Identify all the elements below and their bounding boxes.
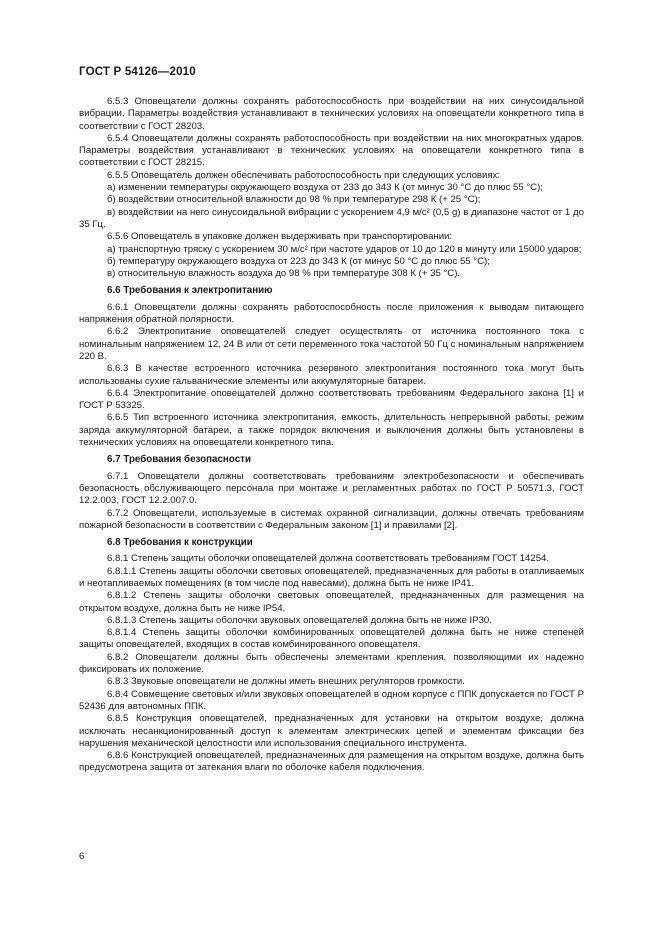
page-number: 6 xyxy=(79,851,85,862)
paragraph: б) температуру окружающего воздуха от 223 до 343 К (от минус 50 °С до плюс 55 °С); xyxy=(107,255,490,267)
paragraph: 6.6.2 Электропитание оповещателей следует осуществлять от источника постоянного тока с номинальным напряжением 12, 24 В или от сети переменного тока частотой 50 Гц с номинальным напряжением 220 В. xyxy=(79,326,584,362)
paragraph: 6.6.3 В качестве встроенного источника резервного электропитания постоянного тока могут быть использованы сухие гальванические элементы или аккумуляторные батареи. xyxy=(79,363,584,387)
paragraph: 6.8.3 Звуковые оповещатели не должны иметь внешних регуляторов громкости. xyxy=(107,676,465,688)
section-heading: 6.8 Требования к конструкции xyxy=(107,537,253,549)
paragraph: 6.8.1.4 Степень защиты оболочки комбинированных оповещателей должна быть не ниже степеней защиты оповещателей, входящих в состав комбинированного оповещателя. xyxy=(79,627,584,651)
paragraph: 6.8.2 Оповещатели должны быть обеспечены элементами крепления, позволяющими их надежно фиксировать их положение. xyxy=(79,651,584,676)
paragraph: 6.8.5 Конструкция оповещателей, предназначенных для установки на открытом воздухе, должна исключать несанкционированный доступ к элементам электрических цепей и элементам фиксации без нарушения механической целостности или использования специального инструмента. xyxy=(79,713,584,749)
paragraph: 6.8.4 Совмещение световых и/или звуковых оповещателей в одном корпусе с ППК допускается по ГОСТ Р 52436 для автономных ППК. xyxy=(79,688,584,712)
paragraph: 6.5.5 Оповещатель должен обеспечивать работоспособность при следующих условиях: xyxy=(107,169,501,181)
paragraph: 6.5.4 Оповещатели должны сохранять работоспособность при воздействии на них многократных ударов. Параметры воздействия устанавливают в технических условиях на оповещатели конкретного типа в соответствии с ГОСТ 28215. xyxy=(79,132,584,169)
paragraph: а) транспортную тряску с ускорением 30 м/с² при частоте ударов от 10 до 120 в минуту или 15000 ударов; xyxy=(107,243,582,255)
paragraph: 6.8.1.2 Степень защиты оболочки световых оповещателей, предназначенных для размещения на открытом воздухе, должна быть не ниже IP54. xyxy=(79,590,584,614)
paragraph: 6.7.2 Оповещатели, используемые в системах охранной сигнализации, должны отвечать требованиям пожарной безопасности в соответствии с Федеральным законом [1] и правилами [2]. xyxy=(79,507,584,531)
paragraph: а) изменении температуры окружающего воздуха от 233 до 343 К (от минус 30 °С до плюс 55 °С); xyxy=(107,182,543,194)
paragraph: в) относительную влажность воздуха до 98 % при температуре 308 К (+ 35 °С). xyxy=(107,268,461,280)
paragraph: 6.8.6 Конструкцией оповещателей, предназначенных для размещения на открытом воздухе, должна быть предусмотрена защита от затекания влаги по оболочке кабеля подключения. xyxy=(79,750,584,774)
paragraph: 6.8.1 Степень защиты оболочки оповещателей должна соответствовать требованиям ГОСТ 14254. xyxy=(107,553,550,565)
paragraph: 6.6.1 Оповещатели должны сохранять работоспособность после приложения к выводам питающего напряжения обратной полярности. xyxy=(79,301,584,326)
paragraph: б) воздействии относительной влажности до 98 % при температуре 298 К (+ 25 °С); xyxy=(107,194,481,206)
document-body xyxy=(79,96,584,775)
paragraph: 6.5.3 Оповещатели должны сохранять работоспособность при воздействии на них синусоидальной вибрации. Параметры воздействия устанавливают в технических условиях на оповещатели конкретного типа в соответствии с ГОСТ 28203. xyxy=(79,96,584,132)
paragraph: в) воздействии на него синусоидальной вибрации с ускорением 4,9 м/с² (0,5 g) в диапазоне частот от 1 до 35 Гц. xyxy=(79,206,584,230)
section-heading: 6.7 Требования безопасности xyxy=(107,454,251,466)
paragraph: 6.8.1.3 Степень защиты оболочки звуковых оповещателей должна быть не ниже IP30. xyxy=(107,614,492,626)
paragraph: 6.6.5 Тип встроенного источника электропитания, емкость, длительность непрерывной работы, режим заряда аккумуляторной батареи, а также порядок включения и выключения должны быть установлены в технических условиях на оповещатели конкретного типа. xyxy=(79,412,584,449)
paragraph: 6.8.1.1 Степень защиты оболочки световых оповещателей, предназначенных для работы в отапливаемых и неотапливаемых помещениях (в том числе под навесами), должна быть не ниже IP41. xyxy=(79,565,584,589)
section-heading: 6.6 Требования к электропитанию xyxy=(107,285,273,297)
paragraph: 6.5.6 Оповещатель в упаковке должен выдерживать при транспортировании: xyxy=(107,231,453,243)
paragraph: 6.7.1 Оповещатели должны соответствовать требованиям электробезопасности и обеспечивать безопасность обслуживающего персонала при монтаже и регламентных работах по ГОСТ Р 50571.3, ГОСТ 12.2.003, ГОСТ 12.2.007.0. xyxy=(79,470,584,507)
page-header: ГОСТ Р 54126—2010 xyxy=(79,66,196,78)
paragraph: 6.6.4 Электропитание оповещателей должно соответствовать требованиям Федерального закона [1] и ГОСТ Р 53325. xyxy=(79,387,584,412)
